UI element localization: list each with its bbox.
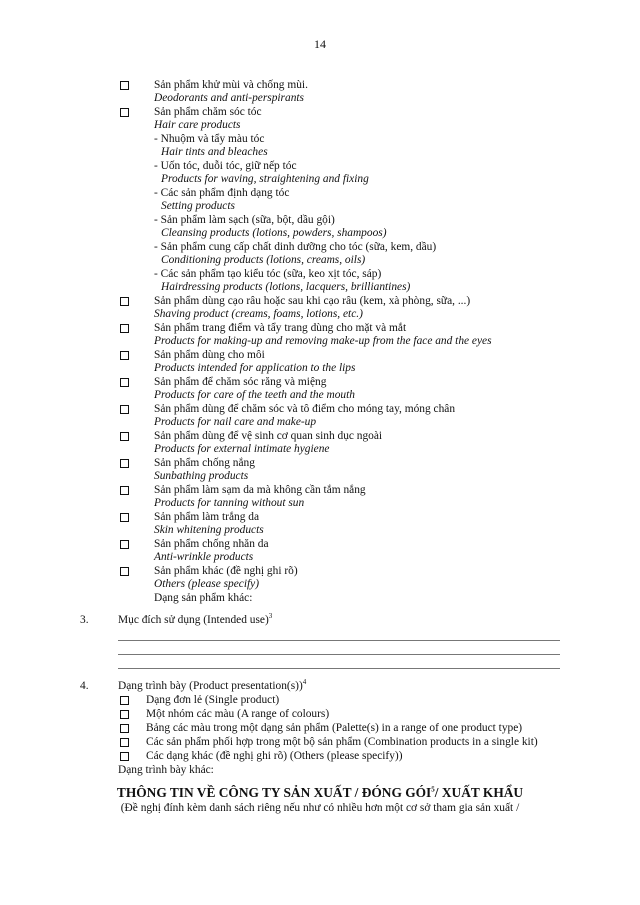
checkbox-whitening[interactable] [120,513,129,522]
item-en: Products for nail care and make-up [154,416,317,428]
checkbox-combination-kit[interactable] [120,738,129,747]
checkbox-palette[interactable] [120,724,129,733]
checkbox-deodorants[interactable] [120,81,129,90]
item-en: Products for external intimate hygiene [154,443,330,455]
item-vi: Sản phẩm dùng để chăm sóc và tô điểm cho móng tay, móng chân [154,403,456,415]
item-en: Shaving product (creams, foams, lotions, etc.) [154,308,363,320]
item-en: Skin whitening products [154,524,264,536]
company-info-heading: THÔNG TIN VỀ CÔNG TY SẢN XUẤT / ĐÓNG GÓI$^5$/ XUẤT KHẨU [116,785,524,800]
section-3-label: Mục đích sử dụng (Intended use)$^3$ [118,612,273,626]
subitem-en: Conditioning products (lotions, creams, oils) [161,254,366,266]
checkbox-tanning[interactable] [120,486,129,495]
item-vi: Sản phẩm khác (đề nghị ghi rõ) [154,565,298,577]
checkbox-intimate-hygiene[interactable] [120,432,129,441]
presentation-option: Các sản phẩm phối hợp trong một bộ sản phẩm (Combination products in a single kit) [146,736,538,748]
item-vi: Sản phẩm khử mùi và chống mùi. [154,79,308,91]
subitem-en: Products for waving, straightening and fixing [161,173,369,185]
intended-use-line-1[interactable] [118,640,560,641]
subitem-vi: - Nhuộm và tẩy màu tóc [154,133,265,145]
item-en: Deodorants and anti-perspirants [154,92,304,104]
intended-use-line-3[interactable] [118,668,560,669]
subitem-vi: - Các sản phẩm tạo kiểu tóc (sữa, keo xịt tóc, sáp) [154,268,382,280]
item-en: Products for tanning without sun [154,497,305,509]
presentation-option: Các dạng khác (đề nghị ghi rõ) (Others (please specify)) [146,750,403,762]
checkbox-others[interactable] [120,567,129,576]
checkbox-hair-care[interactable] [120,108,129,117]
checkbox-lips[interactable] [120,351,129,360]
item-vi: Sản phẩm để chăm sóc răng và miệng [154,376,327,388]
item-vi: Sản phẩm trang điểm và tẩy trang dùng cho mặt và mắt [154,322,407,334]
page-number: 14 [314,37,326,51]
item-vi: Sản phẩm dùng để vệ sinh cơ quan sinh dục ngoài [154,430,383,442]
item-vi: Sản phẩm làm sạm da mà không cần tắm nắng [154,484,366,496]
checkbox-range-of-colours[interactable] [120,710,129,719]
subitem-vi: - Uốn tóc, duỗi tóc, giữ nếp tóc [154,160,297,172]
presentation-option: Bảng các màu trong một dạng sản phẩm (Palette(s) in a range of one product type) [146,722,523,734]
checkbox-teeth[interactable] [120,378,129,387]
item-en: Products for care of the teeth and the mouth [154,389,355,401]
other-presentation-label: Dạng trình bày khác: [118,764,214,776]
item-vi: Sản phẩm chăm sóc tóc [154,106,262,118]
item-en: Products intended for application to the lips [154,362,356,374]
subitem-en: Hairdressing products (lotions, lacquers, brilliantines) [161,281,411,293]
subitem-en: Hair tints and bleaches [161,146,268,158]
intended-use-line-2[interactable] [118,654,560,655]
checkbox-single-product[interactable] [120,696,129,705]
checkbox-make-up[interactable] [120,324,129,333]
item-en: Others (please specify) [154,578,260,590]
item-vi: Sản phẩm chống nhăn da [154,538,269,550]
subitem-en: Cleansing products (lotions, powders, shampoos) [161,227,387,239]
subitem-vi: - Sản phẩm cung cấp chất dinh dưỡng cho tóc (sữa, kem, dầu) [154,241,437,253]
company-info-subtext: (Đề nghị đính kèm danh sách riêng nếu như có nhiều hơn một cơ sở tham gia sản xuất / [120,802,520,814]
other-product-type-label: Dạng sản phẩm khác: [154,592,253,604]
subitem-en: Setting products [161,200,235,212]
subitem-vi: - Sản phẩm làm sạch (sữa, bột, dầu gội) [154,214,335,226]
item-vi: Sản phẩm làm trắng da [154,511,260,523]
item-vi: Sản phẩm dùng cạo râu hoặc sau khi cạo râu (kem, xà phòng, sữa, ...) [154,295,471,307]
section-4-number: 4. [80,680,89,692]
item-vi: Sản phẩm chống nắng [154,457,255,469]
presentation-option: Dạng đơn lẻ (Single product) [146,694,280,706]
checkbox-shaving[interactable] [120,297,129,306]
checkbox-nails[interactable] [120,405,129,414]
item-en: Products for making-up and removing make-up from the face and the eyes [154,335,492,347]
checkbox-other-presentation[interactable] [120,752,129,761]
checkbox-sunbathing[interactable] [120,459,129,468]
section-4-label: Dạng trình bày (Product presentation(s))$^4$ [118,678,307,692]
section-3-number: 3. [80,614,89,626]
item-vi: Sản phẩm dùng cho môi [154,349,265,361]
subitem-vi: - Các sản phẩm định dạng tóc [154,187,290,199]
item-en: Hair care products [154,119,241,131]
presentation-option: Một nhóm các màu (A range of colours) [146,708,330,720]
item-en: Sunbathing products [154,470,249,482]
checkbox-anti-wrinkle[interactable] [120,540,129,549]
item-en: Anti-wrinkle products [154,551,254,563]
